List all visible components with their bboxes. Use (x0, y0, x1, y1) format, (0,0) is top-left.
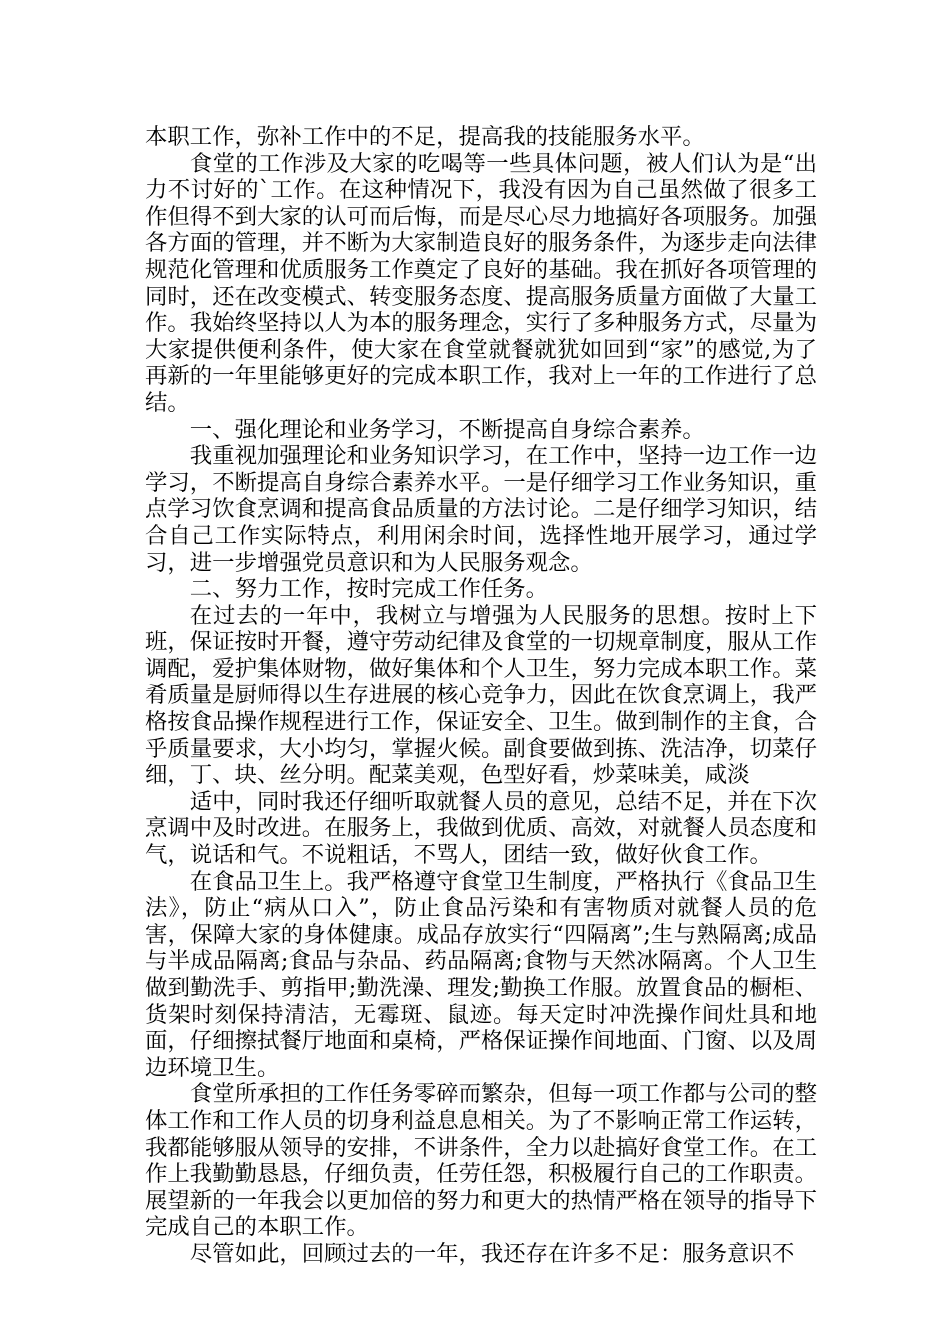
paragraph-service: 适中，同时我还仔细听取就餐人员的意见，总结不足，并在下次烹调中及时改进。在服务上，我做到优质、高效，对就餐人员态度和气，说话和气。不说粗话，不骂人，团结一致，做好伙食工作。 (145, 788, 817, 869)
paragraph-duties: 食堂所承担的工作任务零碎而繁杂，但每一项工作都与公司的整体工作和工作人员的切身利益息息相关。为了不影响正常工作运转，我都能够服从领导的安排，不讲条件，全力以赴搞好食堂工作。在工作上我勤勤恳恳，仔细负责，任劳任怨，积极履行自己的工作职责。展望新的一年我会以更加倍的努力和更大的热情严格在领导的指导下完成自己的本职工作。 (145, 1081, 817, 1241)
section-heading-1: 一、强化理论和业务学习，不断提高自身综合素养。 (189, 416, 705, 443)
paragraph-hygiene: 在食品卫生上。我严格遵守食堂卫生制度，严格执行《食品卫生法》，防止“病从口入”，防止食品污染和有害物质对就餐人员的危害，保障大家的身体健康。成品存放实行“四隔离”;生与熟隔离;成品与半成品隔离;食品与杂品、药品隔离;食物与天然冰隔离。个人卫生做到勤洗手、剪指甲;勤洗澡、理发;勤换工作服。放置食品的橱柜、货架时刻保持清洁，无霉斑、鼠迹。每天定时冲洗操作间灶具和地面，仔细擦拭餐厅地面和桌椅，严格保证操作间地面、门窗、以及周边环境卫生。 (145, 868, 817, 1081)
paragraph-shortcomings: 尽管如此，回顾过去的一年，我还存在许多不足：服务意识不 (189, 1240, 795, 1267)
document-page (145, 124, 817, 1268)
paragraph-study: 我重视加强理论和业务知识学习，在工作中，坚持一边工作一边学习，不断提高自身综合素养水平。一是仔细学习工作业务知识，重点学习饮食烹调和提高食品质量的方法讨论。二是仔细学习知识，结合自己工作实际特点，利用闲余时间，选择性地开展学习，通过学习，进一步增强党员意识和为人民服务观念。 (145, 443, 817, 576)
section-heading-2: 二、努力工作，按时完成工作任务。 (189, 576, 549, 603)
paragraph-work: 在过去的一年中，我树立与增强为人民服务的思想。按时上下班，保证按时开餐，遵守劳动纪律及食堂的一切规章制度，服从工作调配，爱护集体财物，做好集体和个人卫生，努力完成本职工作。菜肴质量是厨师得以生存进展的核心竞争力，因此在饮食烹调上，我严格按食品操作规程进行工作，保证安全、卫生。做到制作的主食，合乎质量要求，大小均匀，掌握火候。副食要做到拣、洗洁净，切菜仔细，丁、块、丝分明。配菜美观，色型好看，炒菜味美，咸淡 (145, 602, 817, 789)
paragraph-continuation: 本职工作，弥补工作中的不足，提高我的技能服务水平。 (145, 124, 705, 150)
paragraph-intro: 食堂的工作涉及大家的吃喝等一些具体问题，被人们认为是“出力不讨好的`工作。在这种情况下，我没有因为自己虽然做了很多工作但得不到大家的认可而后悔，而是尽心尽力地搞好各项服务。加强各方面的管理，并不断为大家制造良好的服务条件，为逐步走向法律规范化管理和优质服务工作奠定了良好的基础。我在抓好各项管理的同时，还在改变模式、转变服务态度、提高服务质量方面做了大量工作。我始终坚持以人为本的服务理念，实行了多种服务方式，尽量为大家提供便利条件，使大家在食堂就餐就犹如回到“家”的感觉,为了再新的一年里能够更好的完成本职工作，我对上一年的工作进行了总结。 (145, 150, 817, 416)
